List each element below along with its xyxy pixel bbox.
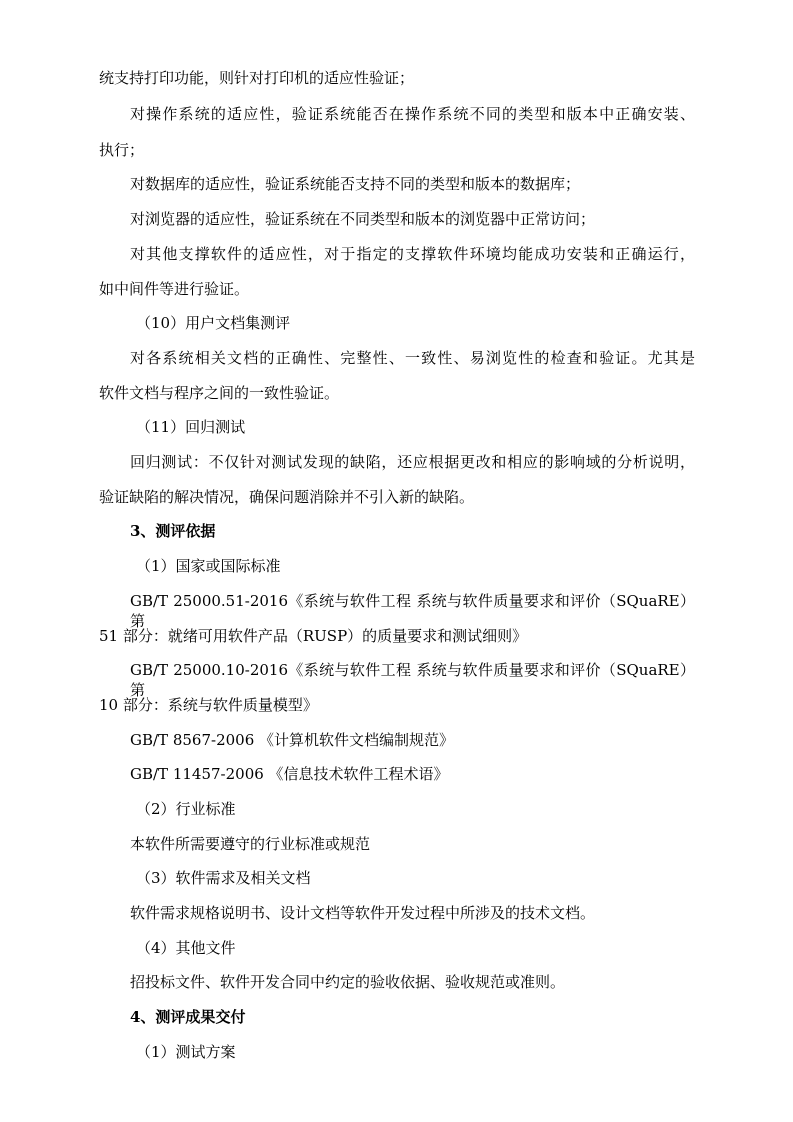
standard-line-25000-10-cont: 10 部分：系统与软件质量模型》 [99,696,318,714]
subheading-other-files: （4）其他文件 [136,939,236,957]
paragraph-line-user-docs: 对各系统相关文档的正确性、完整性、一致性、易浏览性的检查和验证。尤其是 [130,349,695,367]
paragraph-line-os-adaptability-cont: 执行； [99,141,145,159]
standard-line-11457: GB/T 11457-2006 《信息技术软件工程术语》 [130,765,449,783]
standard-line-8567: GB/T 8567-2006 《计算机软件文档编制规范》 [130,731,455,749]
paragraph-line-requirements-docs: 软件需求规格说明书、设计文档等软件开发过程中所涉及的技术文档。 [130,904,596,922]
paragraph-line-industry-standards: 本软件所需要遵守的行业标准或规范 [130,835,371,853]
section-heading-deliverables: 4、测评成果交付 [130,1008,246,1026]
paragraph-line-regression: 回归测试：不仅针对测试发现的缺陷，还应根据更改和相应的影响域的分析说明， [130,453,695,471]
standard-line-25000-51-cont: 51 部分：就绪可用软件产品（RUSP）的质量要求和测试细则》 [99,627,528,645]
subheading-national-standards: （1）国家或国际标准 [136,557,281,575]
paragraph-line-user-docs-cont: 软件文档与程序之间的一致性验证。 [99,384,340,402]
paragraph-line-os-adaptability: 对操作系统的适应性，验证系统能否在操作系统不同的类型和版本中正确安装、 [130,105,695,123]
paragraph-line-support-software: 对其他支撑软件的适应性，对于指定的支撑软件环境均能成功安装和正确运行， [130,245,695,263]
paragraph-line-regression-cont: 验证缺陷的解决情况，确保问题消除并不引入新的缺陷。 [99,488,475,506]
paragraph-line-support-software-cont: 如中间件等进行验证。 [99,280,250,298]
paragraph-line-browser-adaptability: 对浏览器的适应性，验证系统在不同类型和版本的浏览器中正常访问； [130,210,596,228]
paragraph-line-printer-adaptability: 统支持打印功能，则针对打印机的适应性验证； [99,69,415,87]
standard-line-25000-51: GB/T 25000.51-2016《系统与软件工程 系统与软件质量要求和评价（SQuaRE）第 [130,592,695,630]
subheading-test-plan: （1）测试方案 [136,1043,236,1061]
paragraph-line-other-files: 招投标文件、软件开发合同中约定的验收依据、验收规范或准则。 [130,973,566,991]
standard-line-25000-10: GB/T 25000.10-2016《系统与软件工程 系统与软件质量要求和评价（SQuaRE）第 [130,661,695,699]
paragraph-line-database-adaptability: 对数据库的适应性，验证系统能否支持不同的类型和版本的数据库； [130,175,581,193]
subheading-requirements-docs: （3）软件需求及相关文档 [136,869,311,887]
subheading-industry-standards: （2）行业标准 [136,800,236,818]
section-heading-evaluation-basis: 3、测评依据 [130,522,216,540]
subheading-user-docs: （10）用户文档集测评 [136,314,291,332]
subheading-regression-test: （11）回归测试 [136,418,246,436]
